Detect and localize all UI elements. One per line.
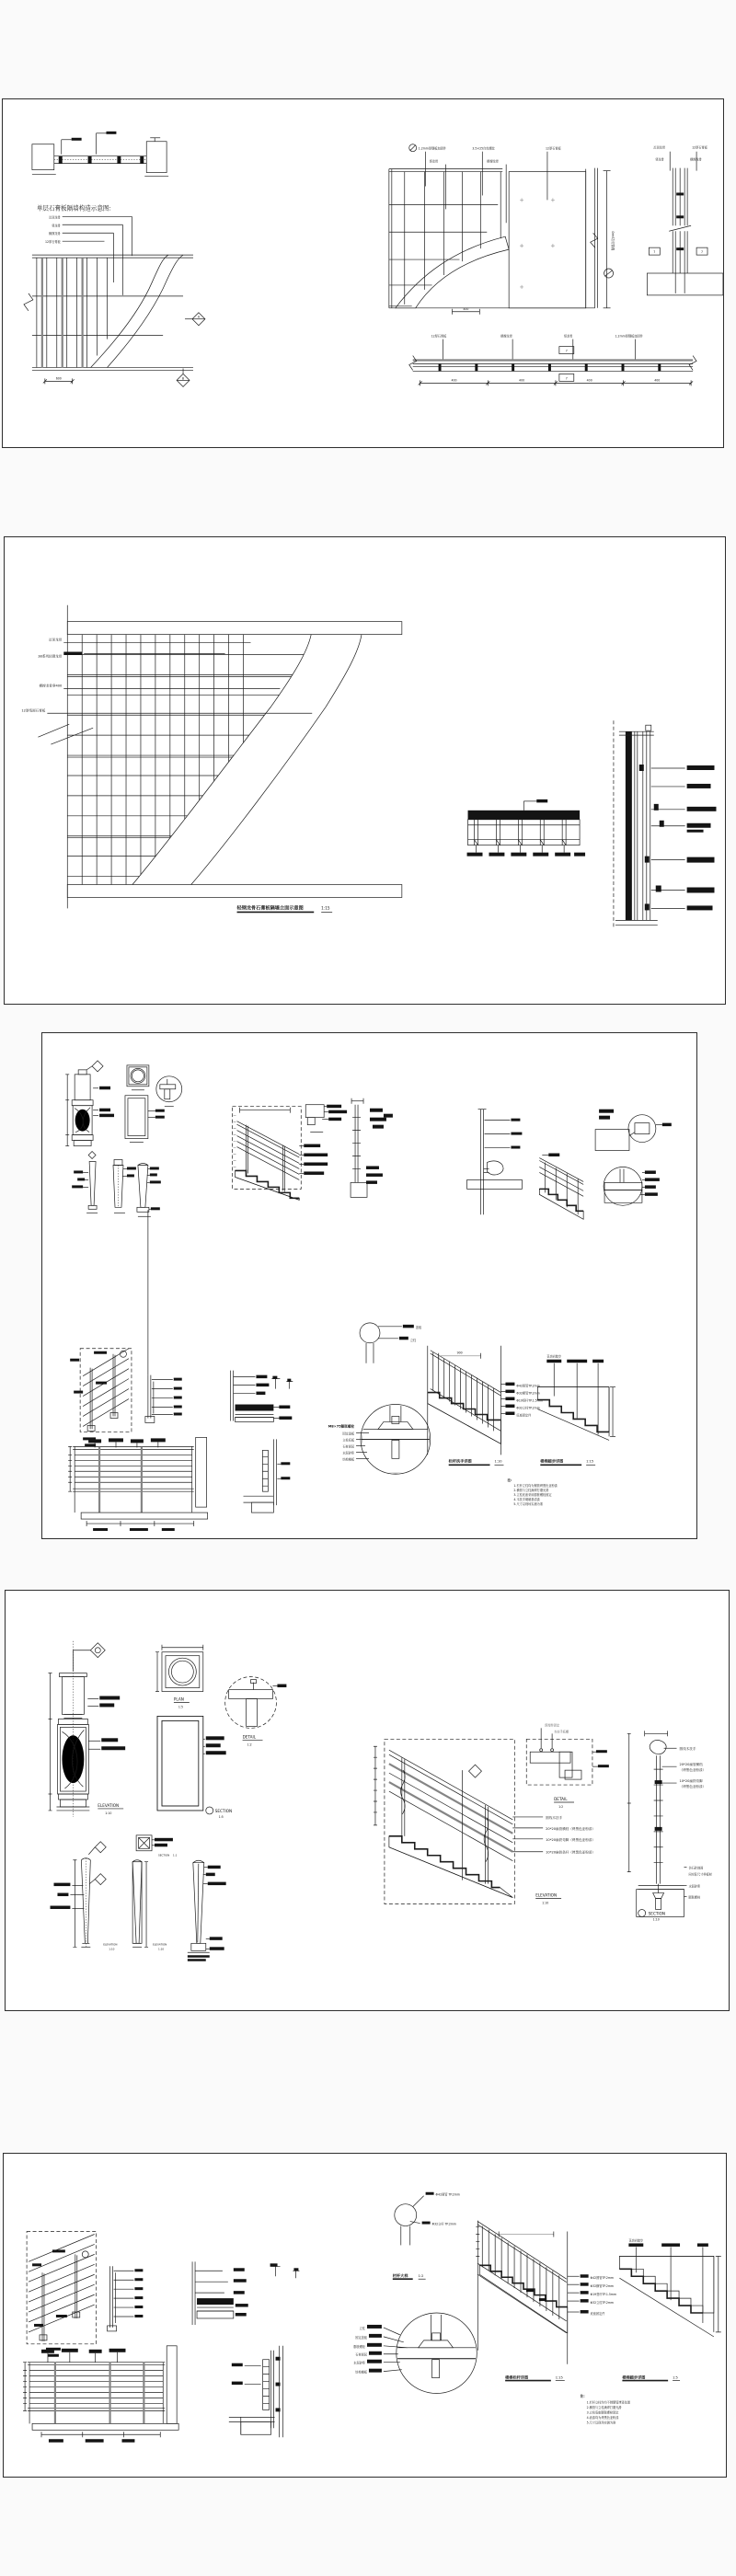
sheet-panel-2	[4, 536, 726, 1005]
fig-railing-plan-boxed	[27, 2232, 97, 2357]
dim-label: 400	[586, 378, 592, 383]
leader-label: 立柱底板	[342, 1438, 355, 1443]
fig-plan-detail	[467, 799, 585, 857]
figure-title: 栏杆扶手详图	[448, 1458, 472, 1464]
figure-scale: 1:15	[321, 905, 330, 911]
leader-label: 横撑龙骨	[49, 232, 61, 236]
note-title: 注:	[507, 1478, 512, 1483]
leader-label: 圆线木扶手	[679, 1747, 696, 1752]
note-line: 1.栏杆立柱均为不锈钢管烤漆处理	[586, 2400, 631, 2405]
leader-label: 3.5×25自攻螺丝	[472, 146, 495, 151]
dim-label: 600	[55, 376, 62, 381]
leader-label: 盖板	[415, 1325, 422, 1329]
sheet-panel-5	[3, 2153, 727, 2478]
leader-label: 10*20扁铁弯脚（烤黑色亚粉漆）	[546, 1837, 595, 1842]
leader-label: Φ32立柱TP.2mm	[516, 1406, 540, 1410]
fig-stair-section-detail	[619, 2237, 720, 2380]
leader-label: 花岗岩踏步	[546, 1354, 562, 1359]
leader-label: 12厚石膏板	[45, 240, 61, 245]
figure-scale: 1:10	[652, 1917, 660, 1922]
leader-label: 膨胀螺栓	[353, 2344, 365, 2349]
leader-label: 膨胀螺栓	[688, 1895, 701, 1900]
figure-title: SECTION	[214, 1808, 233, 1813]
dim-label: 400	[654, 378, 661, 383]
fig-post-top-circle	[360, 1323, 422, 1363]
fig-post-top-circle-plan	[393, 2192, 460, 2279]
figure-title: ELEVATION	[98, 1802, 120, 1808]
leader-label: 同实际尺寸样板材	[688, 1872, 712, 1877]
tag: 7	[565, 349, 568, 353]
figure-title: 楼梯栏杆详图	[505, 2375, 529, 2380]
leader-label: 花岗岩踏步	[628, 2238, 644, 2243]
fig-wallplate-detail-circle	[595, 1110, 672, 1151]
leader-label: 固定盖板	[355, 2335, 367, 2340]
fig-corner-detail-circle	[156, 1076, 182, 1107]
figure-title: PLAN	[173, 1696, 184, 1702]
sheet-panel-4	[5, 1590, 730, 2011]
fig-bracket-glyphs	[271, 1376, 293, 1389]
figure-scale: 1:10	[109, 1947, 115, 1951]
leader-label: 底座固定件	[516, 1413, 532, 1418]
figure-title: 楼梯踏步详图	[540, 1458, 564, 1464]
fig-stair-railing-perspective	[539, 1154, 583, 1220]
dim-label: 400	[463, 306, 469, 311]
tag: 7	[701, 250, 704, 255]
leader-label: Φ42圆管TP.2mm	[516, 1384, 540, 1388]
fig-post-section-small	[108, 2266, 144, 2331]
tag: 7	[653, 250, 656, 255]
note-line: 3.立柱底座膨胀螺栓固定	[586, 2410, 619, 2415]
note-line: 4.油漆均为烤黑色亚粉漆	[586, 2415, 619, 2420]
figure-title: ELEVATION	[153, 1942, 167, 1947]
section-marker-a: A	[197, 315, 201, 319]
fig-runner-strip	[409, 334, 696, 386]
fig-baluster-elevation-2	[132, 1835, 177, 1950]
leader-label: 横撑龙骨@400	[39, 684, 63, 688]
fig-post-plan	[127, 1065, 149, 1090]
fig-wall-section-vertical	[614, 720, 717, 927]
dim-label-vertical: 隔墙高度2440	[611, 231, 615, 251]
figure-title: 轻钢龙骨石膏板隔墙立面示意图	[236, 905, 304, 912]
fig-stair-railing-elevation-boxed	[233, 1107, 328, 1201]
leader-label: 12厚纸面石膏板	[21, 708, 46, 713]
fig-post-section-right	[627, 1731, 713, 1921]
fig-railing-plan-boxed	[70, 1349, 132, 1447]
leader-label: 石材面层	[355, 2352, 367, 2357]
leader-label: 水泥砂浆	[342, 1451, 355, 1455]
fig-newel-post-elevation-large	[49, 1641, 126, 1817]
fig-railing-elevation-flat	[68, 1437, 207, 1531]
figure-scale: 1:10	[494, 1459, 502, 1464]
dim-label: 400	[519, 378, 525, 383]
figure-scale: 1:15	[555, 2375, 563, 2380]
fig-post-plan-large	[155, 1645, 203, 1709]
fig-post-section-small	[145, 1210, 182, 1422]
leader-label: 横撑龙骨	[487, 159, 499, 164]
leader-label: 12厚石膏板	[692, 145, 707, 150]
leader-label: Φ32立杆 TP.2mm	[431, 2222, 457, 2226]
fig-post-elevation-right	[351, 1098, 393, 1198]
leader-label: 横撑龙骨	[500, 334, 512, 339]
figure-scale: 1:10	[542, 1901, 549, 1905]
fig-partition-elevation-left	[24, 214, 205, 386]
fig-bracket-glyphs	[270, 2263, 300, 2278]
fig-post-base-plan-detail	[305, 1105, 347, 1133]
fig-partition-elevation-right	[389, 144, 615, 315]
fig-baluster-trio	[72, 1152, 161, 1217]
figure-scale: 1:15	[586, 1459, 594, 1464]
note-title: 注:	[580, 2394, 585, 2398]
leader-label: 仿石砖地面	[688, 1866, 704, 1870]
leader-label: 沿顶龙骨	[49, 215, 61, 220]
note-line: 3.立柱底座采用膨胀螺栓固定	[513, 1493, 552, 1498]
leader-label: 竖龙骨	[655, 157, 664, 162]
leader-label: 结构楼板	[355, 2370, 367, 2375]
leader-label: Φ19竖杆TP.1.5mm	[590, 2293, 617, 2297]
fig-partition-plan-section	[32, 132, 168, 177]
note-block	[507, 1478, 558, 1506]
leader-label: 10*20扁铁条杆（烤黑色亚粉漆）	[546, 1850, 595, 1855]
leader-label: 立柱	[409, 1338, 417, 1342]
fig-post-section-detail	[647, 145, 723, 295]
fig-railing-section-flat	[243, 1439, 290, 1512]
leader-label: 木扶手底槽	[554, 1730, 569, 1734]
note-line: 2.横管与立柱满焊打磨光滑	[586, 2405, 622, 2409]
leader-label: 横撑龙骨	[690, 157, 702, 162]
figure-scale: 1:2	[558, 1804, 564, 1809]
fig-stair-railing-detail	[476, 2221, 616, 2381]
fig-handrail-wall-section	[467, 1110, 523, 1215]
fig-door-leaf-section	[125, 1096, 165, 1143]
figure-title: ELEVATION	[103, 1942, 118, 1947]
fig-skirting-section	[192, 2261, 248, 2325]
fig-stair-railing-elevation-boxed	[374, 1739, 595, 1904]
fig-wall-elevation	[21, 605, 402, 913]
figure-scale: 1:1	[172, 1853, 178, 1857]
dim-label: 900	[456, 1351, 463, 1355]
fig-railing-elevation-flat	[23, 2346, 178, 2443]
figure-scale: 1:2	[247, 1742, 252, 1747]
leader-label: 圆线木扶手	[546, 1815, 563, 1820]
fig-stair-railing-detail	[428, 1346, 543, 1466]
leader-label: 20*20扁管横档	[679, 1763, 703, 1767]
fig-stair-section-detail	[537, 1354, 615, 1466]
note-line: 2.横管与立柱满焊打磨光滑	[513, 1489, 549, 1493]
fig-cap-detail-circle	[225, 1677, 287, 1747]
leader-label: 立柱	[359, 2326, 365, 2330]
figure-title: ELEVATION	[535, 1892, 558, 1898]
fig-anchor-detail-circle	[328, 1405, 431, 1475]
leader-label: 1.2mm厚钢板加固件	[615, 334, 643, 339]
fig-handrail-base-detail-plan	[526, 1722, 609, 1809]
note-block	[581, 2393, 631, 2424]
leader-label: Φ32横管TP.2mm	[516, 1391, 540, 1396]
leader-label: Φ19竖杆TP.1.5mm	[516, 1398, 543, 1403]
leader-label: Φ42圆管 TP.2mm	[435, 2192, 461, 2197]
fig-newel-post-elevation	[65, 1061, 114, 1146]
leader-label: 竖龙骨	[52, 224, 61, 228]
dim-label: 400	[451, 378, 457, 383]
note-line: 1.栏杆立柱均为钢管烤黑色亚粉漆	[513, 1484, 558, 1489]
leader-label: 水泥砂浆	[688, 1884, 701, 1889]
leader-label: （烤黑色亚粉漆）	[679, 1785, 707, 1789]
leader-label: 沿顶龙骨	[48, 638, 63, 642]
figure-title: DETAIL	[554, 1797, 568, 1801]
fig-railing-section-flat	[229, 2346, 283, 2437]
fig-baluster-elevation-1	[51, 1842, 118, 1950]
figure-scale: 1:2	[418, 2274, 424, 2279]
figure-title: SECTION	[648, 1911, 666, 1916]
figure-title: SECTION	[157, 1853, 170, 1857]
leader-label: 固定盖板	[342, 1432, 355, 1436]
figure-title: DETAIL	[242, 1734, 257, 1740]
leader-label: Φ32立柱TP.2mm	[590, 2301, 615, 2306]
leader-label: 石材面层	[342, 1444, 355, 1449]
leader-label: Φ42圆管TP.2mm	[590, 2276, 615, 2281]
leader-label: 1.2mm厚钢板加固件	[418, 146, 446, 151]
note-line: 5.尺寸以现场实测为准	[586, 2421, 616, 2425]
leader-label: 12厚石膏板	[431, 334, 447, 339]
fig-skirting-section	[231, 1371, 293, 1422]
leader-label: 20*20扁管横档（烤黑色亚粉漆）	[546, 1826, 595, 1831]
leader-label: 10*20扁铁弯脚	[679, 1779, 703, 1784]
figure-title: 楼梯踏步详图	[622, 2375, 646, 2380]
leader-label: 12厚石膏板	[545, 146, 561, 151]
sheet-panel-1	[2, 98, 724, 448]
leader-label: Φ32横管TP.2mm	[590, 2284, 615, 2289]
fig-base-anchor-circle	[604, 1167, 660, 1205]
sheet-panel-3	[41, 1032, 697, 1539]
section-marker-b: B	[181, 376, 185, 381]
figure-scale: 1:5	[218, 1814, 224, 1819]
panel1-title: 单层石膏板隔墙构造示意图:	[36, 204, 111, 213]
figure-scale: 1:10	[105, 1811, 112, 1815]
figure-scale: 1:5	[178, 1705, 184, 1709]
leader-label: 38系列轻钢龙骨	[38, 654, 63, 659]
tag: 7	[565, 376, 568, 381]
fig-column-section-large	[157, 1716, 232, 1819]
figure-title: 栏杆大样	[392, 2273, 408, 2279]
fig-baluster-elevation-3	[188, 1860, 226, 1961]
leader-label: （烤黑色亚粉漆）	[679, 1768, 707, 1773]
fig-anchor-detail-circle	[353, 2313, 477, 2394]
leader-label: 结构楼板	[342, 1457, 355, 1462]
note-line: 4.木扶手刷硝基清漆	[513, 1498, 540, 1502]
leader-label: 竖龙骨	[429, 159, 439, 164]
leader-label: 水泥砂浆	[353, 2361, 365, 2365]
leader-label: M8×75膨胀螺栓	[328, 1424, 355, 1429]
leader-label: 沿顶龙骨	[653, 145, 666, 150]
note-line: 5.尺寸以现场实测为准	[513, 1502, 544, 1507]
figure-scale: 1:10	[157, 1947, 165, 1951]
leader-label: 竖龙骨	[563, 334, 573, 339]
figure-scale: 1:5	[673, 2375, 678, 2380]
leader-label: 预埋件固定	[545, 1723, 560, 1728]
leader-label: 底座固定件	[590, 2312, 605, 2317]
